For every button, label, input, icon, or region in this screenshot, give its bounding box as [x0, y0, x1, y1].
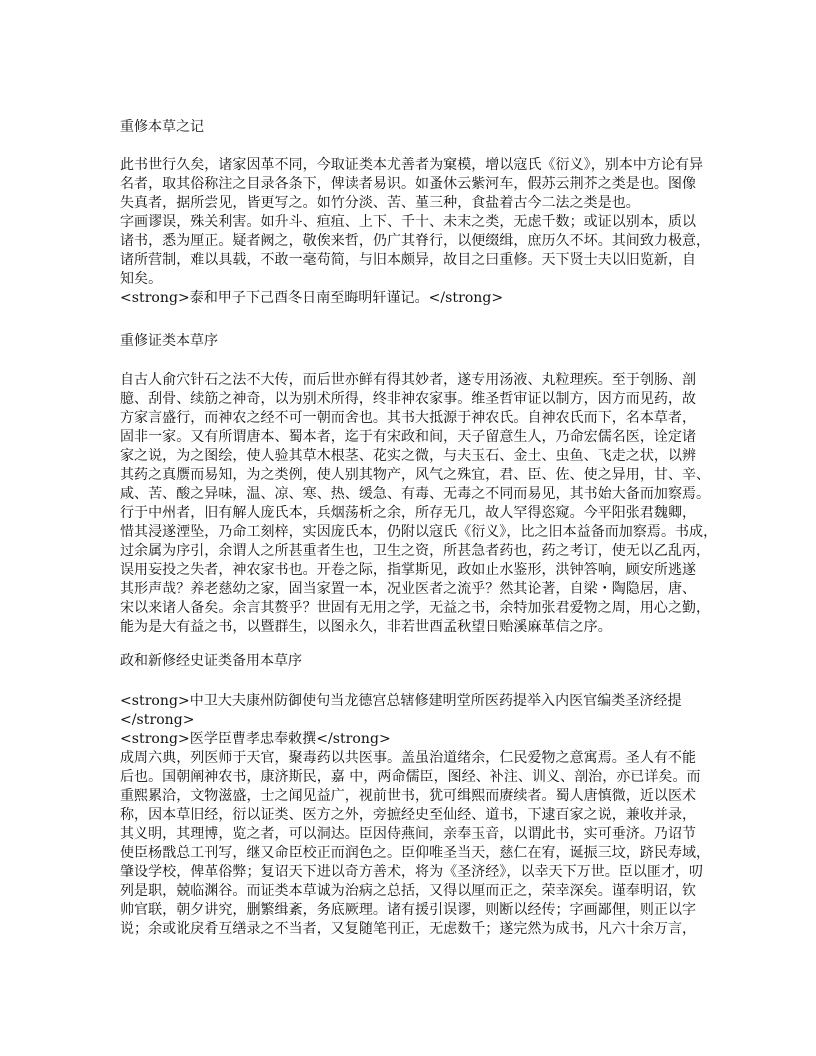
text-line: 列是职，兢临渊谷。而证类本草诚为治病之总括，又得以厘而正之，荣幸深矣。谨奉明诏，钦 — [120, 883, 697, 899]
text-line: 臆、刮骨、续筋之神奇，以为别术所得，终非神农家事。维圣哲审证以制方，因方而见药，故 — [120, 391, 697, 407]
text-line: 失真者，据所尝见，皆更写之。如竹分淡、苦、堇三种，食盐着古今二法之类是也。 — [120, 195, 640, 211]
text-line: 说；余或讹戾肴互缮录之不当者，又复随笔刊正，无虑数千；遂完然为成书，凡六十余万言， — [120, 921, 697, 937]
text-line: 字画谬误，殊关利害。如升斗、疸疽、上下、千十、未末之类，无虑千数；或证以别本，质以 — [120, 214, 697, 230]
section-title: 重修本草之记 — [120, 119, 204, 135]
text-line: 行于中州者，旧有解人庞氏本，兵烟荡析之余，所存无几，故人罕得恣窥。今平阳张君魏卿， — [120, 505, 697, 521]
section-body — [120, 692, 710, 939]
text-line: 诸书，悉为厘正。疑者阙之，敬俟来哲，仍广其脊行，以便缀缉，庶历久不坏。其间致力极意， — [120, 233, 711, 249]
section-preface — [120, 332, 718, 637]
text-line: 诸所营制，难以具载，不敢一毫苟简，与旧本颇异，故目之曰重修。天下贤士夫以旧览新，自 — [120, 252, 697, 268]
section-record — [120, 118, 710, 308]
text-line: 惜其浸遂湮坠，乃命工刻梓，实因庞氏本，仍附以寇氏《衍义》，比之旧本益备而加察焉。书成， — [120, 524, 718, 540]
text-line: 使臣杨戬总工刊写，继又命臣校正而润色之。臣仰唯圣当天，慈仁在宥，诞振三坟，跻民寿域， — [120, 845, 711, 861]
text-line: 自古人俞穴针石之法不大传，而后世亦鲜有得其妙者，遂专用汤液、丸粒理疾。至于刳肠、剖 — [120, 372, 697, 388]
text-line: </strong> — [120, 712, 195, 728]
text-line: 称，因本草旧经，衍以证类、医方之外，旁摭经史至仙经、道书，下逮百家之说，兼收并录， — [120, 807, 697, 823]
text-line: <strong>医学臣曹孝忠奉敕撰</strong> — [120, 731, 391, 747]
text-line: 帅官联，朝夕讲究，删繁缉紊，务底厥理。诸有援引误谬，则断以经传；字画鄙俚，则正以字 — [120, 902, 697, 918]
section-zhenghe-preface — [120, 652, 710, 939]
text-line: 过余属为序引，余谓人之所甚重者生也，卫生之资，所甚急者药也，药之考订，使无以乙乱丙， — [120, 543, 711, 559]
text-line: 方家言盛行，而神农之经不可一朝而舍也。其书大抵源于神农氏。自神农氏而下，名本草者， — [120, 410, 697, 426]
text-line: 名者，取其俗称注之目录各条下，俾读者易识。如蚤休云紫河车，假苏云荆芥之类是也。图像 — [120, 176, 697, 192]
text-line: 其药之真赝而易知，为之类例，使人别其物产，风气之殊宜，君、臣、佐、使之异用，甘、辛、 — [120, 467, 711, 483]
text-line: 误用妄投之失者，神农家书也。开卷之际，指掌斯见，政如止水鉴形，洪钟答响，顾安所逃遂 — [120, 562, 697, 578]
text-line: 成周六典，列医师于天官，聚毒药以共医事。盖虽治道绪余，仁民爱物之意寓焉。圣人有不能 — [120, 750, 697, 766]
text-line: <strong>中卫大夫康州防御使句当龙德宫总辖修建明堂所医药提举入内医官编类圣济经提 — [120, 693, 682, 709]
text-line: 固非一家。又有所谓唐本、蜀本者，迄于有宋政和间，天子留意生人，乃命宏儒名医，诠定诸 — [120, 429, 697, 445]
text-line: 家之说，为之图绘，使人验其草木根茎、花实之微，与夫玉石、金土、虫鱼、飞走之状，以辨 — [120, 448, 697, 464]
text-line: 能为是大有益之书，以暨群生，以图永久，非若世酉孟秋望日贻溪麻革信之序。 — [120, 619, 612, 635]
text-line: 其形声哉？养老慈幼之家，固当家置一本，况业医者之流乎？然其论著，自梁・陶隐居，唐、 — [120, 581, 697, 597]
text-line: 此书世行久矣，诸家因革不同，今取证类本尤善者为窠模，增以寇氏《衍义》，别本中方论有异 — [120, 157, 704, 173]
text-line: 咸、苦、酸之异味，温、凉、寒、热、缓急、有毒、无毒之不同而易见，其书始大备而加察焉。 — [120, 486, 711, 502]
text-line: 重熙累洽，文物滋盛，士之闻见益广，视前世书，犹可缉熙而赓续者。蜀人唐慎微，近以医术 — [120, 788, 697, 804]
text-line: 知矣。 — [120, 271, 163, 287]
text-line: <strong>泰和甲子下己酉冬日南至晦明轩谨记。</strong> — [120, 290, 504, 306]
section-body — [120, 156, 710, 308]
text-line: 肇设学校，俾革俗弊；复诏天下进以奇方善术，将为《圣济经》，以幸天下万世。臣以匪才，叨 — [120, 864, 704, 880]
text-line: 后也。国朝阐神农书，康济斯民，嘉 中，两命儒臣，图经、补注、训义、剖治，亦已详矣。而 — [120, 769, 701, 785]
section-title: 政和新修经史证类备用本草序 — [120, 653, 302, 669]
section-title: 重修证类本草序 — [120, 333, 218, 349]
section-body — [120, 371, 718, 637]
text-line: 宋以来诸人备矣。余言其赘乎？世固有无用之学，无益之书，余特加张君爱物之周，用心之勤， — [120, 600, 711, 616]
text-line: 其义明，其理博，览之者，可以洞达。臣因侍燕间，亲奉玉音，以谓此书，实可垂济。乃诏节 — [120, 826, 697, 842]
